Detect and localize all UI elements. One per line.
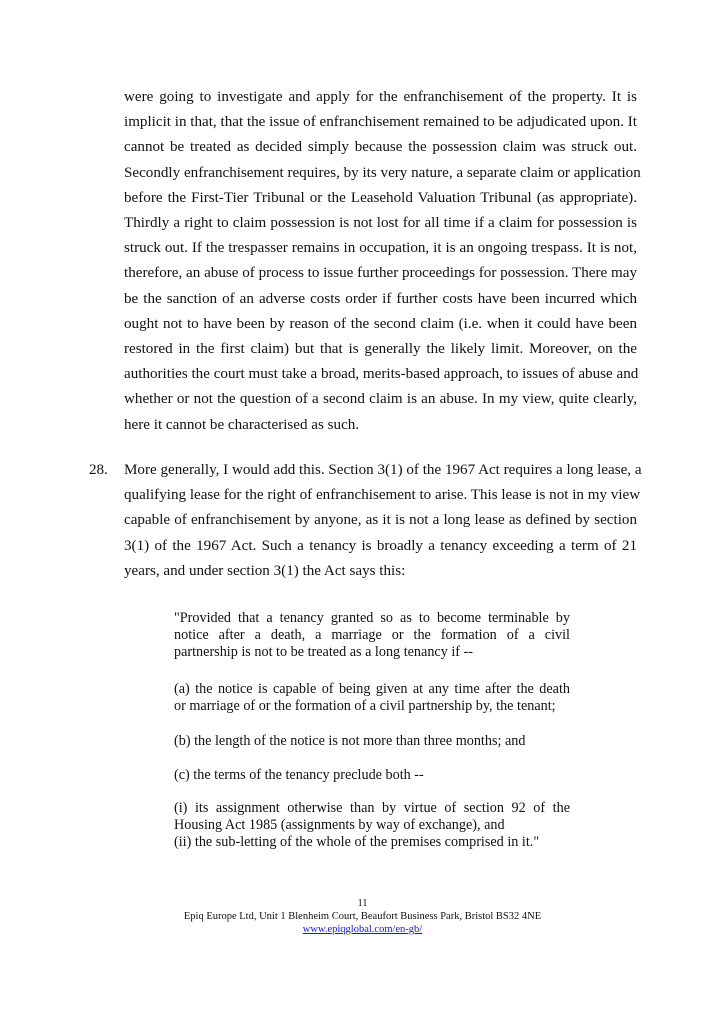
- paragraph-line: More generally, I would add this. Section 3(1) of the 1967 Act requires a long lease, a: [124, 462, 642, 478]
- quotation-line: (ii) the sub-letting of the whole of the premises comprised in it.": [174, 834, 540, 851]
- paragraph-line: ought not to have been by reason of the second claim (i.e. when it could have been: [124, 315, 637, 332]
- paragraph-line: implicit in that, that the issue of enfranchisement remained to be adjudicated upon. It: [124, 114, 637, 131]
- continuation-paragraph: [124, 85, 641, 438]
- footer-website-link[interactable]: www.epiqglobal.com/en-gb/: [302, 924, 423, 935]
- quotation-line: "Provided that a tenancy granted so as to become terminable by: [174, 610, 570, 626]
- paragraph-number: 28.: [89, 462, 108, 478]
- paragraph-line: years, and under section 3(1) the Act says this:: [124, 562, 406, 579]
- paragraph-line: restored in the first claim) but that is generally the likely limit. Moreover, on the: [124, 341, 637, 358]
- paragraph-line: Thirdly a right to claim possession is not lost for all time if a claim for possession is: [124, 215, 637, 232]
- quotation-line: (i) its assignment otherwise than by virtue of section 92 of the: [174, 800, 570, 816]
- paragraph-28: [124, 458, 642, 584]
- paragraph-line: 3(1) of the 1967 Act. Such a tenancy is broadly a tenancy exceeding a term of 21: [124, 537, 637, 554]
- quotation-line: (a) the notice is capable of being given at any time after the death: [174, 681, 570, 697]
- paragraph-line: whether or not the question of a second claim is an abuse. In my view, quite clearly,: [124, 391, 637, 408]
- paragraph-line: be the sanction of an adverse costs order if further costs have been incurred which: [124, 290, 637, 307]
- quotation-block: [174, 733, 570, 750]
- paragraph-line: before the First-Tier Tribunal or the Leasehold Valuation Tribunal (as appropriate).: [124, 189, 637, 206]
- quotation-line: notice after a death, a marriage or the formation of a civil: [174, 627, 570, 644]
- quotation-line: (b) the length of the notice is not more than three months; and: [174, 733, 526, 749]
- paragraph-line: were going to investigate and apply for the enfranchisement of the property. It is: [124, 89, 637, 105]
- quotation-line: partnership is not to be treated as a long tenancy if --: [174, 644, 474, 661]
- paragraph-line: capable of enfranchisement by anyone, as it is not a long lease as defined by section: [124, 512, 637, 529]
- paragraph-line: authorities the court must take a broad, merits-based approach, to issues of abuse and: [124, 366, 639, 383]
- paragraph-line: here it cannot be characterised as such.: [124, 416, 360, 433]
- quotation-block: [174, 681, 570, 715]
- paragraph-line: Secondly enfranchisement requires, by its very nature, a separate claim or application: [124, 164, 641, 181]
- footer-address: Epiq Europe Ltd, Unit 1 Blenheim Court, Beaufort Business Park, Bristol BS32 4NE: [183, 911, 542, 922]
- quotation-line: or marriage of or the formation of a civil partnership by, the tenant;: [174, 698, 556, 715]
- quotation-block: [174, 800, 570, 852]
- paragraph-line: therefore, an abuse of process to issue further proceedings for possession. There may: [124, 265, 637, 282]
- paragraph-line: cannot be treated as decided simply because the possession claim was struck out.: [124, 139, 637, 156]
- quotation-block: [174, 767, 570, 784]
- paragraph-line: struck out. If the trespasser remains in occupation, it is an ongoing trespass. It is not,: [124, 240, 637, 257]
- quotation-line: (c) the terms of the tenancy preclude both --: [174, 767, 424, 783]
- quotation-block: [174, 610, 570, 662]
- quotation-line: Housing Act 1985 (assignments by way of exchange), and: [174, 817, 505, 834]
- paragraph-line: qualifying lease for the right of enfranchisement to arise. This lease is not in my view: [124, 487, 641, 504]
- page-number: 11: [357, 898, 368, 909]
